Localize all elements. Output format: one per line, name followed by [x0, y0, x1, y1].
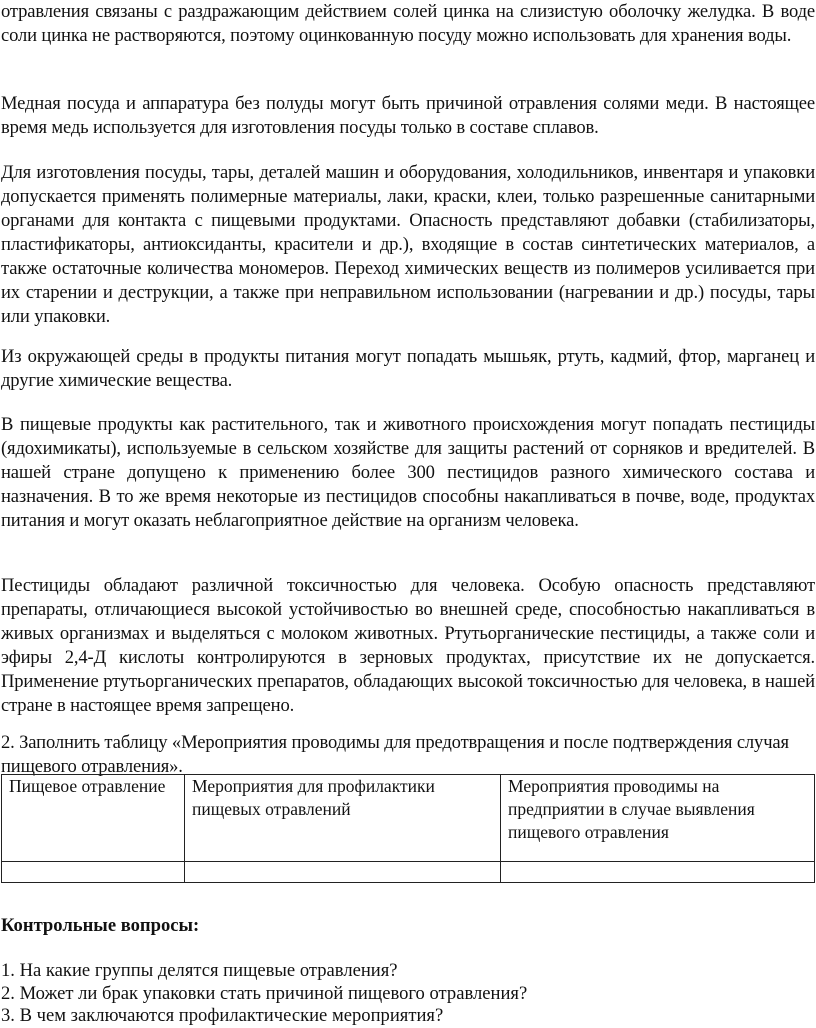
table-cell[interactable] [185, 862, 501, 883]
paragraph-pesticide-toxicity: Пестициды обладают различной токсичностью для человека. Особую опасность представляют препараты, отличающиеся высокой устойчивостью во внешней среде, способностью накапливаться в живых организмах и выделяться с молоком животных. Ртутьорганические пестициды, а также соли и эфиры 2,4-Д кислоты контролируются в зерновых продуктах, присутствие их не допускается. Применение ртутьорганических препаратов, обладающих высокой токсичностью для человека, в нашей стране в настоящее время запрещено. [1, 575, 815, 716]
paragraph-pesticides: В пищевые продукты как растительного, так и животного происхождения могут попадать пестициды (ядохимикаты), используемые в сельском хозяйстве для защиты растений от сорняков и вредителей. В нашей стране допущено к применению более 300 пестицидов разного химического состава и назначения. В то же время некоторые из пестицидов способны накапливаться в почве, воде, продуктах питания и могут оказать неблагоприятное действие на организм человека. [1, 414, 815, 531]
table-cell[interactable] [2, 862, 185, 883]
control-question: 1. На какие группы делятся пищевые отравления? [1, 960, 398, 981]
measures-table [1, 774, 815, 883]
paragraph-environment: Из окружающей среды в продукты питания могут попадать мышьяк, ртуть, кадмий, фтор, марганец и другие химические вещества. [1, 346, 815, 391]
control-questions-heading: Контрольные вопросы: [1, 915, 200, 936]
paragraph-copper: Медная посуда и аппаратура без полуды могут быть причиной отравления солями меди. В настоящее время медь используется для изготовления посуды только в составе сплавов. [1, 93, 815, 138]
paragraph-zinc: отравления связаны с раздражающим действием солей цинка на слизистую оболочку желудка. В воде соли цинка не растворяются, поэтому оцинкованную посуду можно использовать для хранения воды. [1, 1, 815, 46]
table-header-cell: Мероприятия проводимы на предприятии в случае выявления пищевого отравления [501, 775, 815, 862]
control-question: 2. Может ли брак упаковки стать причиной пищевого отравления? [1, 983, 528, 1004]
table-header-cell: Пищевое отравление [2, 775, 185, 862]
control-question: 3. В чем заключаются профилактические мероприятия? [1, 1005, 444, 1026]
task-instruction: 2. Заполнить таблицу «Мероприятия проводимы для предотвращения и после подтверждения случая пищевого отравления». [1, 732, 789, 777]
table-cell[interactable] [501, 862, 815, 883]
table-header-row [2, 775, 815, 862]
table-row [2, 862, 815, 883]
paragraph-polymers: Для изготовления посуды, тары, деталей машин и оборудования, холодильников, инвентаря и упаковки допускается применять полимерные материалы, лаки, краски, клеи, только разрешенные санитарными органами для контакта с пищевыми продуктами. Опасность представляют добавки (стабилизаторы, пластификаторы, антиоксиданты, красители и др.), входящие в состав синтетических материалов, а также остаточные количества мономеров. Переход химических веществ из полимеров усиливается при их старении и деструкции, а также при неправильном использовании (нагревании и др.) посуды, тары или упаковки. [1, 162, 815, 327]
table-header-cell: Мероприятия для профилактики пищевых отравлений [185, 775, 501, 862]
